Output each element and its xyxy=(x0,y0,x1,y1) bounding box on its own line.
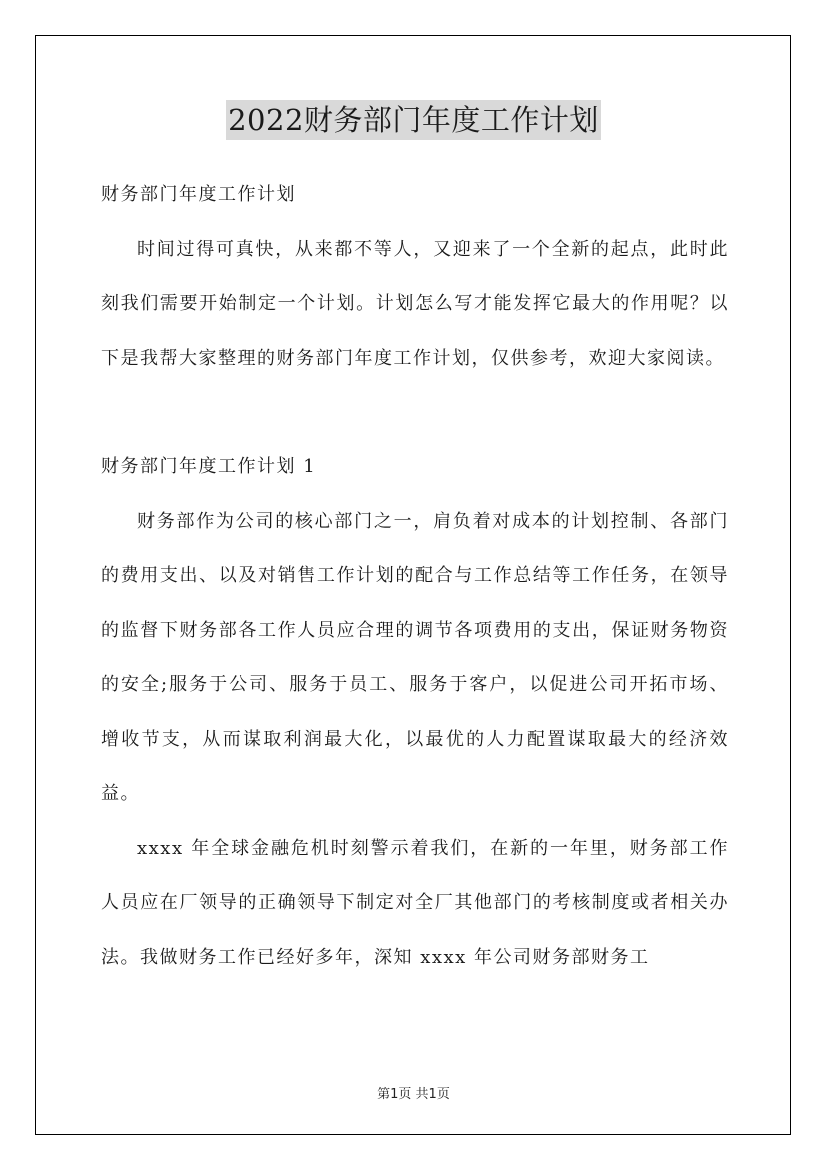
section-paragraph: 财务部作为公司的核心部门之一，肩负着对成本的计划控制、各部门的费用支出、以及对销售工作计划的配合与工作总结等工作任务，在领导的监督下财务部各工作人员应合理的调节各项费用的支出，保证财务物资的安全;服务于公司、服务于员工、服务于客户，以促进公司开拓市场、增收节支，从而谋取利润最大化，以最优的人力配置谋取最大的经济效益。 xyxy=(101,510,729,804)
intro-paragraph: 时间过得可真快，从来都不等人，又迎来了一个全新的起点，此时此刻我们需要开始制定一个计划。计划怎么写才能发挥它最大的作用呢？以下是我帮大家整理的财务部门年度工作计划，仅供参考，欢迎大家阅读。 xyxy=(101,238,729,369)
page-footer xyxy=(0,1083,827,1102)
document-body xyxy=(101,168,729,985)
section-heading-1: 财务部门年度工作计划 1 xyxy=(101,456,317,477)
section-paragraph: xxxx 年全球金融危机时刻警示着我们，在新的一年里，财务部工作人员应在厂领导的正确领导下制定对全厂其他部门的考核制度或者相关办法。我做财务工作已经好多年，深知 xxxx 年公司财务部财务工 xyxy=(101,837,729,968)
title-container xyxy=(0,100,827,140)
document-title: 2022财务部门年度工作计划 xyxy=(226,100,601,140)
subtitle: 财务部门年度工作计划 xyxy=(101,184,296,205)
page-number: 第1页 共1页 xyxy=(377,1087,450,1102)
section-spacer xyxy=(101,386,729,440)
